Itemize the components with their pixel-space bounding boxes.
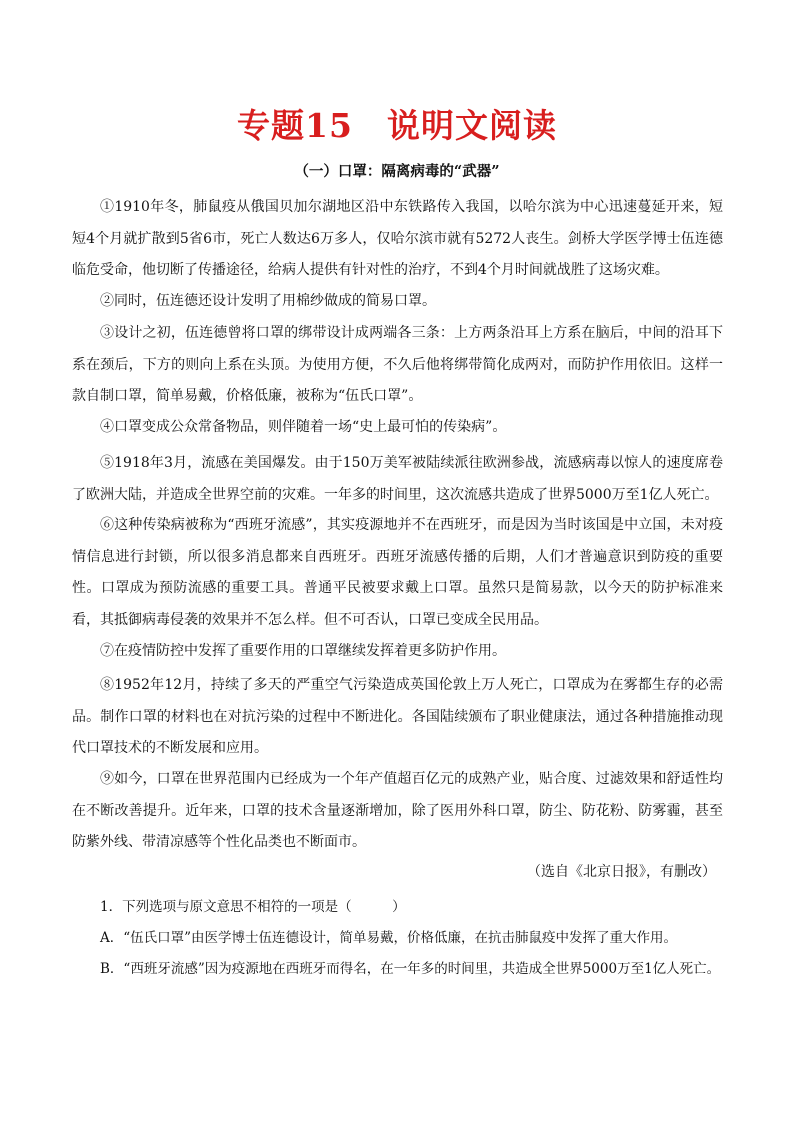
paragraph-4: ④口罩变成公众常备物品，则伴随着一场“史上最可怕的传染病”。 <box>100 419 507 435</box>
page-title: 专题15 说明文阅读 <box>237 106 557 145</box>
paragraph-9: ⑨如今，口罩在世界范围内已经成为一个年产值超百亿元的成熟产业，贴合度、过滤效果和舒适性均在不断改善提升。近年来，口罩的技术含量逐渐增加，除了医用外科口罩，防尘、防花粉、防雾霾，甚至防紫外线、带清凉感等个性化品类也不断面市。 <box>72 771 723 850</box>
question-stem: 1．下列选项与原文意思不相符的一项是（ ） <box>100 899 406 915</box>
paragraph-5: ⑤1918年3月，流感在美国爆发。由于150万美军被陆续派往欧洲参战，流感病毒以惊人的速度席卷了欧洲大陆，并造成全世界空前的灾难。一年多的时间里，这次流感共造成了世界5000万至1亿人死亡。 <box>72 455 723 503</box>
paragraph-8: ⑧1952年12月，持续了多天的严重空气污染造成英国伦敦上万人死亡，口罩成为在雾都生存的必需品。制作口罩的材料也在对抗污染的过程中不断进化。各国陆续颁布了职业健康法，通过各种措施推动现代口罩技术的不断发展和应用。 <box>72 677 723 756</box>
paragraph-1: ①1910年冬，肺鼠疫从俄国贝加尔湖地区沿中东铁路传入我国，以哈尔滨为中心迅速蔓延开来，短短4个月就扩散到5省6市，死亡人数达6万多人，仅哈尔滨市就有5272人丧生。剑桥大学医学博士伍连德临危受命，他切断了传播途径，给病人提供有针对性的治疗，不到4个月时间就战胜了这场灾难。 <box>72 199 723 278</box>
paragraph-2: ②同时，伍连德还设计发明了用棉纱做成的简易口罩。 <box>100 293 436 309</box>
source-citation: （选自《北京日报》，有删改） <box>527 864 716 880</box>
option-a: A．“伍氏口罩”由医学博士伍连德设计，简单易戴，价格低廉，在抗击肺鼠疫中发挥了重大作用。 <box>100 930 678 946</box>
option-b: B．“西班牙流感”因为疫源地在西班牙而得名，在一年多的时间里，共造成全世界5000万至1亿人死亡。 <box>100 961 721 977</box>
section-subtitle: （一）口罩：隔离病毒的“武器” <box>294 163 500 180</box>
paragraph-7: ⑦在疫情防控中发挥了重要作用的口罩继续发挥着更多防护作用。 <box>100 643 506 659</box>
paragraph-6: ⑥这种传染病被称为“西班牙流感”，其实疫源地并不在西班牙，而是因为当时该国是中立国，未对疫情信息进行封锁，所以很多消息都来自西班牙。西班牙流感传播的后期，人们才普遍意识到防疫的重要性。口罩成为预防流感的重要工具。普通平民被要求戴上口罩。虽然只是简易款，以今天的防护标准来看，其抵御病毒侵袭的效果并不怎么样。但不可否认，口罩已变成全民用品。 <box>72 517 723 628</box>
paragraph-3: ③设计之初，伍连德曾将口罩的绑带设计成两端各三条：上方两条沿耳上方系在脑后，中间的沿耳下系在颈后，下方的则向上系在头顶。为使用方便，不久后他将绑带简化成两对，而防护作用依旧。这样一款自制口罩，简单易戴，价格低廉，被称为“伍氏口罩”。 <box>72 325 723 404</box>
